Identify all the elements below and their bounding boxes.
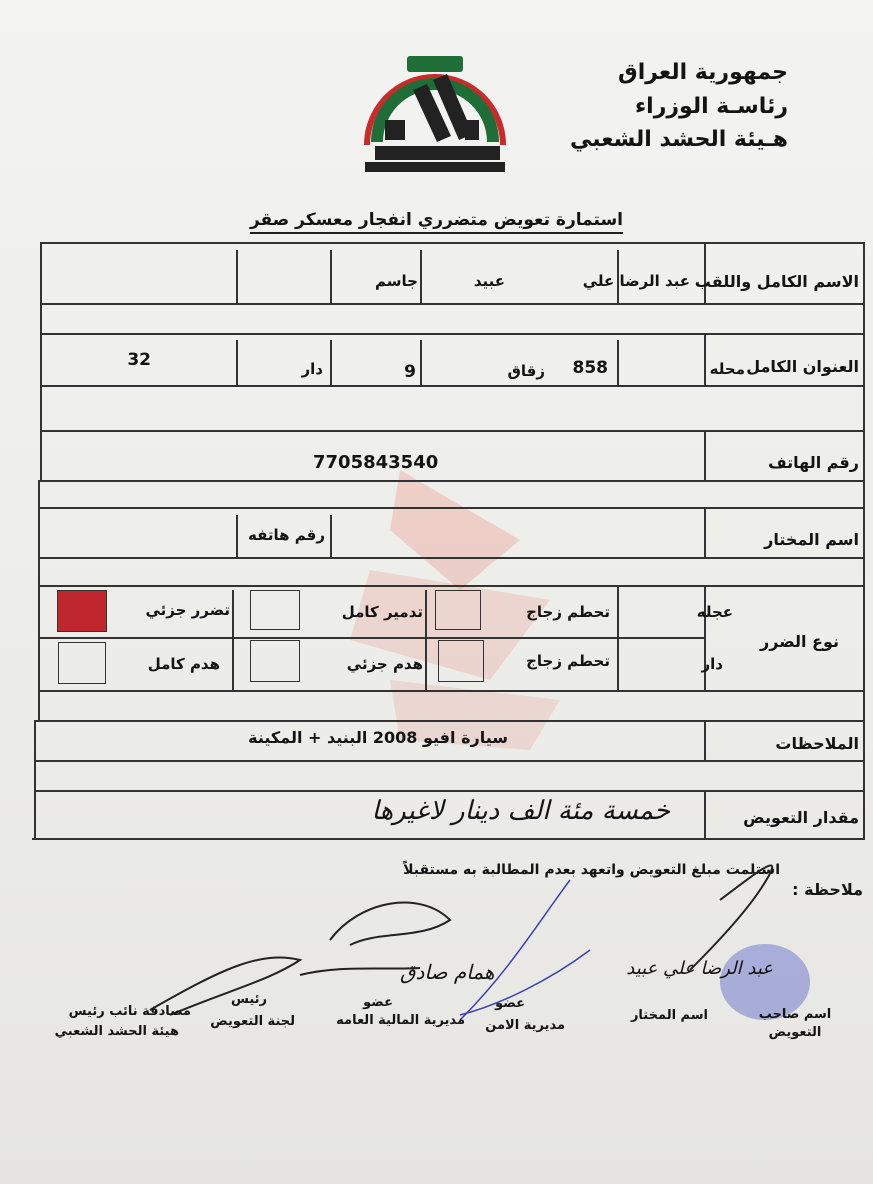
vehicle-option-glass: تحطم زجاج [526, 603, 610, 621]
house-full-checkbox[interactable] [58, 642, 106, 684]
finance-member-title: عضو [363, 995, 393, 1010]
committee-org-label: لجنة التعويض [210, 1014, 295, 1029]
house-label: دار [701, 655, 723, 673]
header-line-2: رئاسـة الوزراء [634, 94, 788, 119]
house-glass-checkbox[interactable] [438, 640, 484, 682]
phone-value: 7705843540 [313, 452, 439, 473]
security-org-label: مديرية الامن [485, 1018, 565, 1033]
house-option-partial: هدم جزئي [346, 655, 423, 673]
damage-type-label: نوع الضرر [760, 632, 839, 651]
mukhtar-signature-label: اسم المختار [630, 1008, 708, 1023]
header-line-3: هـيئة الحشد الشعبي [570, 127, 788, 152]
mahalla-label: محله [709, 360, 745, 378]
form-title: استمارة تعويض متضرري انفجار معسكر صقر [0, 210, 873, 230]
name-part-3: جاسم [375, 272, 418, 290]
house-option-full: هدم كامل [147, 655, 220, 673]
dar-value: 32 [127, 350, 151, 370]
notes-value: سيارة افيو 2008 البنيد + المكينة [248, 728, 508, 747]
name-part-1: عبد الرضا علي [582, 272, 690, 290]
deputy-org-label: هيئة الحشد الشعبي [54, 1024, 179, 1039]
address-label: العنوان الكامل [746, 357, 859, 376]
committee-head-title: رئيس [230, 992, 267, 1007]
hashd-logo [355, 50, 515, 180]
vehicle-partial-checkbox-checked[interactable] [57, 590, 107, 632]
deputy-approval-title: مصادقة نائب رئيس [68, 1004, 191, 1019]
finance-org-label: مديرية المالية العامه [336, 1013, 465, 1028]
finance-signature-name: همام صادق [400, 960, 495, 984]
full-name-label: الاسم الكامل واللقب [694, 272, 859, 291]
amount-label: مقدار التعويض [743, 808, 859, 827]
house-option-glass: تحطم زجاج [526, 652, 610, 670]
zuqaq-label: زقاق [507, 362, 545, 380]
owner-signature-name: عبد الرضا علي عبيد [626, 958, 773, 979]
amount-value-handwritten: خمسة مئة الف دينار لاغيرها [371, 796, 670, 826]
house-partial-checkbox[interactable] [250, 640, 300, 682]
note-label: ملاحظة : [792, 880, 863, 899]
vehicle-glass-checkbox[interactable] [435, 590, 481, 630]
name-part-2: عبيد [473, 272, 505, 290]
phone-label: رقم الهاتف [768, 453, 859, 472]
vehicle-label: عجله [696, 603, 733, 621]
notes-label: الملاحظات [775, 734, 859, 753]
note-text: استلمت مبلغ التعويض واتعهد بعدم المطالبة به مستقبلاً [403, 862, 780, 878]
owner-signature-label: اسم صاحب التعويض [758, 1007, 832, 1040]
vehicle-option-partial: تضرر جزئي [145, 601, 230, 619]
security-member-title: عضو [495, 996, 525, 1011]
vehicle-option-destroyed: تدمير كامل [341, 603, 423, 621]
dar-label: دار [301, 360, 323, 378]
vehicle-destroyed-checkbox[interactable] [250, 590, 300, 630]
mahalla-value: 858 [572, 358, 608, 378]
zuqaq-value: 9 [404, 362, 416, 382]
header-line-1: جمهورية العراق [618, 60, 788, 85]
mukhtar-label: اسم المختار [764, 530, 859, 549]
mukhtar-phone-label: رقم هاتفه [248, 526, 325, 544]
